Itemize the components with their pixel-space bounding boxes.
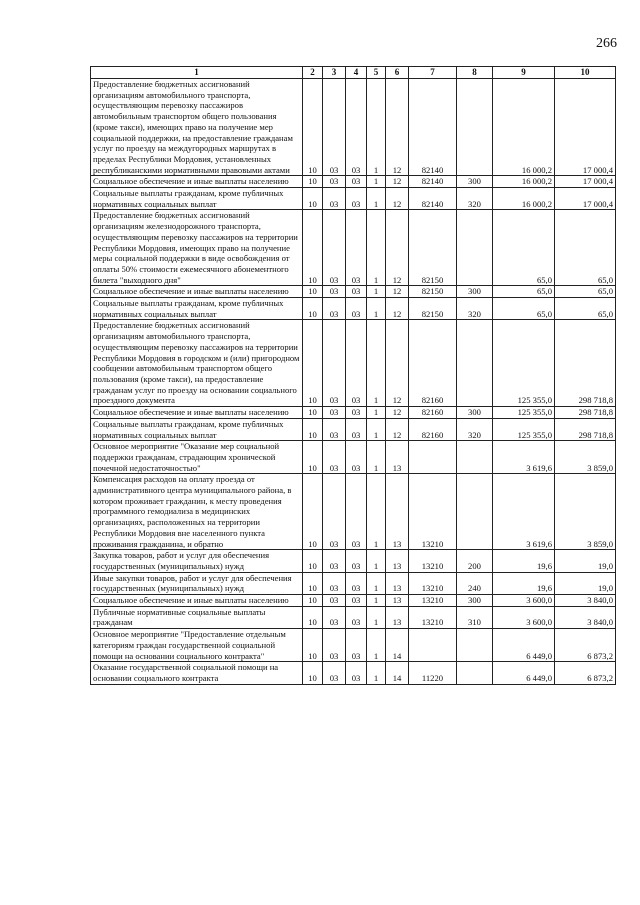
column-header: 4 bbox=[346, 67, 367, 79]
row-description: Закупка товаров, работ и услуг для обеспечения государственных (муниципальных) нужд bbox=[91, 550, 303, 572]
row-cell-col5: 1 bbox=[367, 188, 386, 210]
row-cell-col7 bbox=[409, 629, 457, 662]
row-cell-col10: 3 840,0 bbox=[555, 606, 616, 628]
row-cell-col2: 10 bbox=[303, 418, 323, 440]
row-cell-col10: 6 873,2 bbox=[555, 629, 616, 662]
row-cell-col10: 298 718,8 bbox=[555, 407, 616, 419]
row-cell-col4: 03 bbox=[346, 606, 367, 628]
row-cell-col7: 82140 bbox=[409, 79, 457, 176]
row-cell-col8: 300 bbox=[457, 595, 493, 607]
row-cell-col4: 03 bbox=[346, 176, 367, 188]
row-cell-col9: 125 355,0 bbox=[493, 320, 555, 407]
row-cell-col4: 03 bbox=[346, 550, 367, 572]
row-cell-col3: 03 bbox=[323, 441, 346, 474]
row-cell-col3: 03 bbox=[323, 210, 346, 286]
row-cell-col6: 12 bbox=[386, 407, 409, 419]
row-cell-col5: 1 bbox=[367, 474, 386, 550]
row-cell-col6: 13 bbox=[386, 474, 409, 550]
row-cell-col8: 200 bbox=[457, 550, 493, 572]
row-cell-col7: 13210 bbox=[409, 474, 457, 550]
row-description: Основное мероприятие "Оказание мер социальной поддержки гражданам, страдающим хронической почечной недостаточностью" bbox=[91, 441, 303, 474]
row-cell-col3: 03 bbox=[323, 595, 346, 607]
row-cell-col5: 1 bbox=[367, 418, 386, 440]
row-cell-col2: 10 bbox=[303, 572, 323, 594]
row-cell-col3: 03 bbox=[323, 474, 346, 550]
row-cell-col5: 1 bbox=[367, 79, 386, 176]
row-cell-col2: 10 bbox=[303, 629, 323, 662]
row-cell-col5: 1 bbox=[367, 286, 386, 298]
row-description: Основное мероприятие "Предоставление отдельным категориям граждан государственной социальной помощи на основании социального контракта" bbox=[91, 629, 303, 662]
row-cell-col8: 300 bbox=[457, 407, 493, 419]
row-cell-col7: 82150 bbox=[409, 286, 457, 298]
row-cell-col6: 13 bbox=[386, 606, 409, 628]
row-description: Социальные выплаты гражданам, кроме публичных нормативных социальных выплат bbox=[91, 298, 303, 320]
row-cell-col4: 03 bbox=[346, 79, 367, 176]
row-cell-col8 bbox=[457, 662, 493, 684]
row-cell-col5: 1 bbox=[367, 629, 386, 662]
row-cell-col10: 3 840,0 bbox=[555, 595, 616, 607]
row-cell-col10: 3 859,0 bbox=[555, 441, 616, 474]
row-cell-col6: 12 bbox=[386, 320, 409, 407]
row-cell-col9: 65,0 bbox=[493, 298, 555, 320]
row-cell-col5: 1 bbox=[367, 298, 386, 320]
row-cell-col9: 16 000,2 bbox=[493, 176, 555, 188]
row-cell-col7: 82160 bbox=[409, 407, 457, 419]
column-header: 8 bbox=[457, 67, 493, 79]
row-cell-col9: 6 449,0 bbox=[493, 629, 555, 662]
row-cell-col2: 10 bbox=[303, 407, 323, 419]
row-cell-col2: 10 bbox=[303, 210, 323, 286]
column-header: 6 bbox=[386, 67, 409, 79]
column-header: 2 bbox=[303, 67, 323, 79]
row-cell-col9: 19,6 bbox=[493, 572, 555, 594]
table-row bbox=[91, 606, 616, 628]
row-cell-col5: 1 bbox=[367, 210, 386, 286]
row-cell-col5: 1 bbox=[367, 176, 386, 188]
row-cell-col8: 300 bbox=[457, 286, 493, 298]
row-cell-col3: 03 bbox=[323, 572, 346, 594]
row-cell-col9: 125 355,0 bbox=[493, 407, 555, 419]
row-cell-col8: 300 bbox=[457, 176, 493, 188]
row-cell-col8: 320 bbox=[457, 188, 493, 210]
row-cell-col3: 03 bbox=[323, 606, 346, 628]
row-cell-col5: 1 bbox=[367, 662, 386, 684]
row-cell-col4: 03 bbox=[346, 407, 367, 419]
row-cell-col8 bbox=[457, 441, 493, 474]
row-cell-col10: 65,0 bbox=[555, 298, 616, 320]
row-cell-col6: 12 bbox=[386, 176, 409, 188]
row-description: Иные закупки товаров, работ и услуг для обеспечения государственных (муниципальных) нужд bbox=[91, 572, 303, 594]
row-cell-col4: 03 bbox=[346, 595, 367, 607]
table-row bbox=[91, 474, 616, 550]
row-cell-col7: 82140 bbox=[409, 176, 457, 188]
row-cell-col3: 03 bbox=[323, 286, 346, 298]
row-cell-col7: 82160 bbox=[409, 320, 457, 407]
row-cell-col9: 125 355,0 bbox=[493, 418, 555, 440]
table-row bbox=[91, 418, 616, 440]
table-row bbox=[91, 188, 616, 210]
row-cell-col3: 03 bbox=[323, 298, 346, 320]
row-cell-col9: 65,0 bbox=[493, 210, 555, 286]
row-cell-col6: 14 bbox=[386, 629, 409, 662]
column-header: 5 bbox=[367, 67, 386, 79]
row-cell-col6: 12 bbox=[386, 188, 409, 210]
row-cell-col6: 13 bbox=[386, 595, 409, 607]
row-cell-col9: 3 619,6 bbox=[493, 474, 555, 550]
row-description: Социальные выплаты гражданам, кроме публичных нормативных социальных выплат bbox=[91, 188, 303, 210]
page-number: 266 bbox=[596, 36, 617, 51]
row-cell-col7: 11220 bbox=[409, 662, 457, 684]
table-row bbox=[91, 595, 616, 607]
row-description: Предоставление бюджетных ассигнований организациям железнодорожного транспорта, осуществляющим перевозку пассажиров на территории Республики Мордовия, имеющих право на получение меры социальной поддержки в виде освобождения от оплаты 50% стоимости ежемесячного абонементного билета "выходного дня" bbox=[91, 210, 303, 286]
table-row bbox=[91, 286, 616, 298]
row-description: Социальное обеспечение и иные выплаты населению bbox=[91, 176, 303, 188]
row-description: Социальное обеспечение и иные выплаты населению bbox=[91, 286, 303, 298]
row-description: Предоставление бюджетных ассигнований организациям автомобильного транспорта, осуществляющим перевозку пассажиров на территории Республики Мордовия в городском и (или) пригородном сообщении автомобильным транспортом общего пользования (кроме такси), на предоставление гражданам услуг по проезду на основании социального проездного документа bbox=[91, 320, 303, 407]
row-description: Социальные выплаты гражданам, кроме публичных нормативных социальных выплат bbox=[91, 418, 303, 440]
table-row bbox=[91, 79, 616, 176]
row-cell-col7: 82150 bbox=[409, 298, 457, 320]
table-row bbox=[91, 298, 616, 320]
column-header: 9 bbox=[493, 67, 555, 79]
row-cell-col2: 10 bbox=[303, 298, 323, 320]
row-cell-col2: 10 bbox=[303, 595, 323, 607]
row-cell-col4: 03 bbox=[346, 210, 367, 286]
row-cell-col3: 03 bbox=[323, 176, 346, 188]
row-cell-col3: 03 bbox=[323, 320, 346, 407]
row-cell-col10: 3 859,0 bbox=[555, 474, 616, 550]
row-description: Компенсация расходов на оплату проезда от административного центра муниципального района, в котором проживает гражданин, к месту проведения программного гемодиализа в медицинских организациях, расположенных на территории Республики Мордовия вне населенного пункта проживания гражданина, и обратно bbox=[91, 474, 303, 550]
column-header: 3 bbox=[323, 67, 346, 79]
table-header-row bbox=[91, 67, 616, 79]
row-cell-col8 bbox=[457, 474, 493, 550]
row-cell-col9: 6 449,0 bbox=[493, 662, 555, 684]
row-cell-col5: 1 bbox=[367, 550, 386, 572]
row-cell-col6: 13 bbox=[386, 572, 409, 594]
table-row bbox=[91, 441, 616, 474]
row-cell-col7 bbox=[409, 441, 457, 474]
row-cell-col4: 03 bbox=[346, 188, 367, 210]
row-cell-col4: 03 bbox=[346, 662, 367, 684]
row-cell-col5: 1 bbox=[367, 606, 386, 628]
row-cell-col6: 12 bbox=[386, 79, 409, 176]
table-row bbox=[91, 407, 616, 419]
row-cell-col2: 10 bbox=[303, 662, 323, 684]
row-cell-col3: 03 bbox=[323, 407, 346, 419]
row-description: Предоставление бюджетных ассигнований организациям автомобильного транспорта, осуществляющим перевозку пассажиров автомобильным транспортом общего пользования (кроме такси), имеющих право на получение мер социальной поддержки, на предоставление гражданам услуг по проезду на междугородных маршрутах в пределах Республики Мордовия, установленных республиканскими нормативными правовыми актами bbox=[91, 79, 303, 176]
row-cell-col4: 03 bbox=[346, 286, 367, 298]
row-cell-col3: 03 bbox=[323, 629, 346, 662]
row-cell-col9: 19,6 bbox=[493, 550, 555, 572]
row-cell-col2: 10 bbox=[303, 176, 323, 188]
row-cell-col2: 10 bbox=[303, 188, 323, 210]
column-header: 7 bbox=[409, 67, 457, 79]
row-cell-col10: 65,0 bbox=[555, 286, 616, 298]
row-cell-col7: 13210 bbox=[409, 595, 457, 607]
row-cell-col6: 13 bbox=[386, 441, 409, 474]
row-cell-col6: 12 bbox=[386, 418, 409, 440]
row-cell-col9: 16 000,2 bbox=[493, 188, 555, 210]
row-cell-col2: 10 bbox=[303, 474, 323, 550]
row-cell-col10: 19,0 bbox=[555, 572, 616, 594]
row-cell-col6: 12 bbox=[386, 286, 409, 298]
row-cell-col5: 1 bbox=[367, 441, 386, 474]
row-cell-col5: 1 bbox=[367, 572, 386, 594]
row-cell-col10: 17 000,4 bbox=[555, 188, 616, 210]
row-cell-col6: 12 bbox=[386, 210, 409, 286]
row-cell-col8: 320 bbox=[457, 298, 493, 320]
row-cell-col9: 65,0 bbox=[493, 286, 555, 298]
row-cell-col8 bbox=[457, 629, 493, 662]
row-cell-col4: 03 bbox=[346, 474, 367, 550]
row-cell-col10: 298 718,8 bbox=[555, 418, 616, 440]
row-cell-col9: 3 600,0 bbox=[493, 595, 555, 607]
row-cell-col10: 17 000,4 bbox=[555, 79, 616, 176]
row-cell-col6: 14 bbox=[386, 662, 409, 684]
row-cell-col8 bbox=[457, 320, 493, 407]
row-cell-col5: 1 bbox=[367, 320, 386, 407]
column-header: 1 bbox=[91, 67, 303, 79]
row-cell-col2: 10 bbox=[303, 441, 323, 474]
row-cell-col10: 19,0 bbox=[555, 550, 616, 572]
row-cell-col5: 1 bbox=[367, 407, 386, 419]
table-row bbox=[91, 572, 616, 594]
table-row bbox=[91, 629, 616, 662]
table-row bbox=[91, 662, 616, 684]
row-cell-col10: 298 718,8 bbox=[555, 320, 616, 407]
row-cell-col9: 3 600,0 bbox=[493, 606, 555, 628]
row-cell-col2: 10 bbox=[303, 550, 323, 572]
row-cell-col3: 03 bbox=[323, 188, 346, 210]
row-cell-col7: 13210 bbox=[409, 572, 457, 594]
row-cell-col5: 1 bbox=[367, 595, 386, 607]
row-cell-col9: 16 000,2 bbox=[493, 79, 555, 176]
row-cell-col2: 10 bbox=[303, 606, 323, 628]
row-cell-col4: 03 bbox=[346, 298, 367, 320]
row-cell-col3: 03 bbox=[323, 79, 346, 176]
row-description: Социальное обеспечение и иные выплаты населению bbox=[91, 407, 303, 419]
budget-table bbox=[90, 66, 616, 685]
row-cell-col3: 03 bbox=[323, 418, 346, 440]
row-cell-col7: 13210 bbox=[409, 550, 457, 572]
table-row bbox=[91, 320, 616, 407]
row-description: Публичные нормативные социальные выплаты гражданам bbox=[91, 606, 303, 628]
row-cell-col4: 03 bbox=[346, 572, 367, 594]
row-description: Оказание государственной социальной помощи на основании социального контракта bbox=[91, 662, 303, 684]
row-cell-col9: 3 619,6 bbox=[493, 441, 555, 474]
row-cell-col4: 03 bbox=[346, 320, 367, 407]
row-cell-col10: 65,0 bbox=[555, 210, 616, 286]
row-cell-col2: 10 bbox=[303, 320, 323, 407]
row-cell-col2: 10 bbox=[303, 79, 323, 176]
row-cell-col7: 13210 bbox=[409, 606, 457, 628]
row-cell-col7: 82160 bbox=[409, 418, 457, 440]
row-cell-col8: 320 bbox=[457, 418, 493, 440]
row-cell-col10: 6 873,2 bbox=[555, 662, 616, 684]
row-cell-col2: 10 bbox=[303, 286, 323, 298]
row-cell-col3: 03 bbox=[323, 550, 346, 572]
row-cell-col6: 13 bbox=[386, 550, 409, 572]
table-row bbox=[91, 176, 616, 188]
row-cell-col7: 82150 bbox=[409, 210, 457, 286]
row-cell-col8: 310 bbox=[457, 606, 493, 628]
row-cell-col4: 03 bbox=[346, 418, 367, 440]
row-cell-col10: 17 000,4 bbox=[555, 176, 616, 188]
row-cell-col4: 03 bbox=[346, 441, 367, 474]
row-cell-col8 bbox=[457, 210, 493, 286]
table-row bbox=[91, 550, 616, 572]
row-cell-col6: 12 bbox=[386, 298, 409, 320]
row-cell-col8: 240 bbox=[457, 572, 493, 594]
row-cell-col7: 82140 bbox=[409, 188, 457, 210]
column-header: 10 bbox=[555, 67, 616, 79]
table-row bbox=[91, 210, 616, 286]
row-description: Социальное обеспечение и иные выплаты населению bbox=[91, 595, 303, 607]
row-cell-col8 bbox=[457, 79, 493, 176]
row-cell-col3: 03 bbox=[323, 662, 346, 684]
row-cell-col4: 03 bbox=[346, 629, 367, 662]
